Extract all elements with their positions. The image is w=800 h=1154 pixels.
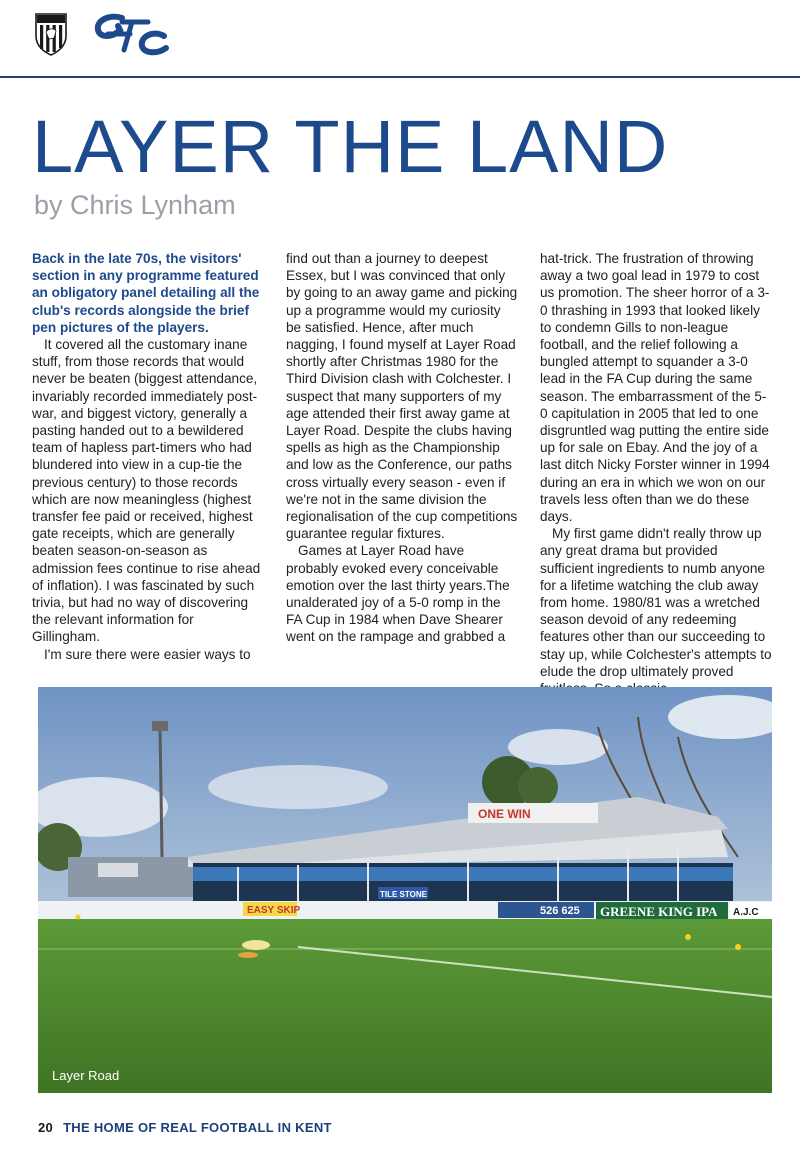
article-title: LAYER THE LAND [32,105,669,188]
body-paragraph-1: It covered all the customary inane stuff, from those records that would never be beaten (biggest attendance, invariably recorded immediately post-war, and biggest victory, generally a pasting handed out to a bewildered team of hapless part-timers who had blundered into view in a cup-tie the previous century) to those records which are now meaningless (highest transfer fee paid or received, highest gate receipts, which are generally beaten season-on-season as admission fees continue to rise ahead of inflation). I was fascinated by such trivia, but had no way of discovering the relevant information for Gillingham. [32,337,261,645]
article-lead-paragraph: Back in the late 70s, the visitors' section in any programme featured an obligatory panel detailing all the club's records alongside the brief pen pictures of the players. [32,251,260,335]
body-paragraph-3-start: Games at Layer Road have probably evoked every conceivable emotion over the last thirty years.The unalderated joy of a 5-0 romp in the FA Cup in 1984 when Dave Shearer went on the rampage and grabbed a [286,543,510,645]
easy-skip-sign: EASY SKIP [247,905,301,916]
footer-strapline: THE HOME OF REAL FOOTBALL IN KENT [63,1120,332,1135]
ajc-sign: A.J.C [733,907,759,918]
page-footer [38,1120,332,1135]
gfc-monogram-logo [92,10,170,58]
photo-caption: Layer Road [52,1068,120,1083]
phone-number-sign: 526 625 [540,905,580,917]
page-number: 20 [38,1120,54,1135]
body-paragraph-2-continued: find out than a journey to deepest Essex, but I was convinced that only by going to an away game and picking up a programme would my curiosity be satisfied. Hence, after much nagging, I found myself at Layer Road shortly after Christmas 1980 for the Third Division clash with Colchester. I suspect that many supporters of my age attended their first away game at Layer Road. Despite the clubs having spells as high as the Championship and low as the Conference, our paths cross virtually every season - even if we're not in the same division the regionalisation of the cup competitions guarantee regular fixtures. [286,251,518,542]
tile-stone-sign: TILE STONE [380,890,427,899]
text-column-3 [540,250,772,697]
body-paragraph-2-start: I'm sure there were easier ways to [44,646,251,662]
header-divider [0,76,800,78]
layer-road-stadium-illustration [38,687,772,1093]
text-column-2 [286,250,518,646]
greene-king-sign: GREENE KING IPA [600,904,718,919]
body-paragraph-4: My first game didn't really throw up any great drama but provided sufficient ingredients to numb anyone for a lifetime watching the club away from home. 1980/81 was a wretched season devoid of any redeeming features other than our succeeding to stay up, while Colchester's attempts to elude the drop ultimately proved [540,526,772,679]
article-byline: by Chris Lynham [34,190,236,220]
body-paragraph-3-continued: hat-trick. The frustration of throwing away a two goal lead in 1979 to cost us promotion. The sheer horror of a 3-0 thrashing in 1993 that looked likely to condemn Gills to non-league football, and the relief following a bungled attempt to squander a 3-0 lead in the FA Cup during the same season. The embarrassment of the 5-0 capitulation in 2005 that led to one disgruntled wag putting the entire side up for sale on Ebay. And the joy of a last ditch Nicky Forster winner in 1994 during an era in which we won on our travels less often than we do these days. [540,251,770,525]
svg-text:ONE WIN: ONE WIN [478,807,531,821]
club-crest-icon [34,12,68,56]
stadium-photo [38,687,772,1093]
text-column-1 [32,250,264,663]
page-header [0,0,800,82]
